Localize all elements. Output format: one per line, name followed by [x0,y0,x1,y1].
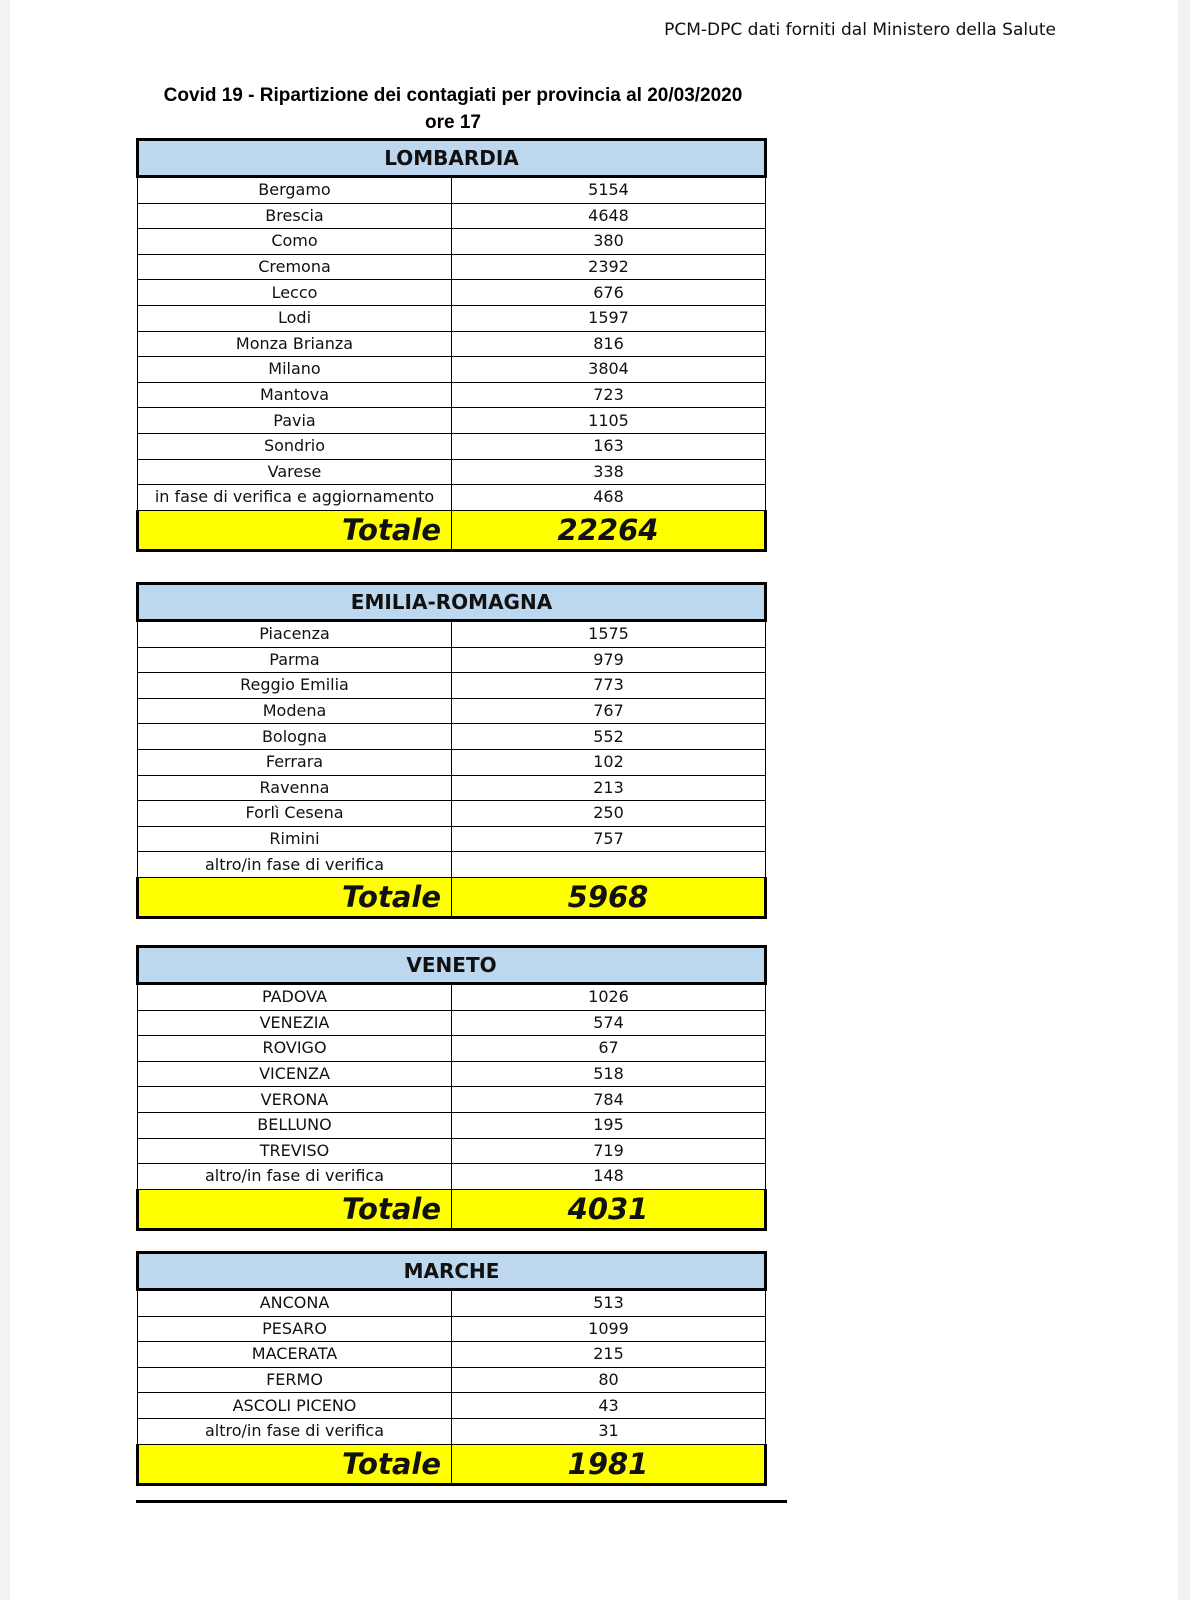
region-header-row [138,140,766,177]
total-label: Totale [138,510,452,550]
province-name: BELLUNO [138,1112,452,1138]
table-row [138,177,766,204]
table-row [138,459,766,485]
table-row [138,647,766,673]
case-count: 380 [452,229,766,255]
table-row [138,1342,766,1368]
table-row [138,331,766,357]
case-count: 163 [452,433,766,459]
case-count: 723 [452,382,766,408]
table-row [138,408,766,434]
case-count: 784 [452,1087,766,1113]
province-name: FERMO [138,1367,452,1393]
region-table-veneto [136,945,767,1231]
case-count: 676 [452,280,766,306]
province-name: Varese [138,459,452,485]
province-name: altro/in fase di verifica [138,852,452,878]
case-count [452,852,766,878]
table-row [138,1418,766,1444]
table-row [138,673,766,699]
region-name: EMILIA-ROMAGNA [138,584,766,621]
province-name: Reggio Emilia [138,673,452,699]
table-row [138,1036,766,1062]
table-row [138,1061,766,1087]
case-count: 468 [452,485,766,511]
region-table [136,138,767,552]
source-note: PCM-DPC dati forniti dal Ministero della Salute [664,20,1056,40]
case-count: 80 [452,1367,766,1393]
document-page [10,0,1178,1600]
region-name: LOMBARDIA [138,140,766,177]
total-row [138,877,766,917]
total-value: 22264 [452,510,766,550]
table-row [138,280,766,306]
total-row [138,1189,766,1229]
total-label: Totale [138,1444,452,1484]
case-count: 1099 [452,1316,766,1342]
table-row [138,1367,766,1393]
case-count: 1597 [452,305,766,331]
total-row [138,510,766,550]
province-name: ANCONA [138,1290,452,1317]
province-name: MACERATA [138,1342,452,1368]
case-count: 3804 [452,357,766,383]
province-name: Mantova [138,382,452,408]
province-name: Lodi [138,305,452,331]
table-row [138,1010,766,1036]
table-row [138,254,766,280]
province-name: Rimini [138,826,452,852]
region-table-marche [136,1251,767,1486]
province-name: altro/in fase di verifica [138,1418,452,1444]
case-count: 213 [452,775,766,801]
total-row [138,1444,766,1484]
table-row [138,382,766,408]
table-row [138,1112,766,1138]
table-row [138,1290,766,1317]
table-row [138,203,766,229]
table-row [138,229,766,255]
region-table-lombardia [136,138,767,552]
province-name: Modena [138,698,452,724]
table-row [138,357,766,383]
province-name: ROVIGO [138,1036,452,1062]
bottom-rule [136,1500,787,1503]
province-name: altro/in fase di verifica [138,1164,452,1190]
total-value: 4031 [452,1189,766,1229]
total-value: 5968 [452,877,766,917]
case-count: 250 [452,801,766,827]
case-count: 1105 [452,408,766,434]
province-name: Piacenza [138,621,452,648]
total-label: Totale [138,877,452,917]
province-name: ASCOLI PICENO [138,1393,452,1419]
table-row [138,621,766,648]
region-header-row [138,584,766,621]
province-name: Parma [138,647,452,673]
province-name: Lecco [138,280,452,306]
province-name: VENEZIA [138,1010,452,1036]
province-name: Forlì Cesena [138,801,452,827]
region-table-emilia-romagna [136,582,767,919]
title-line-1: Covid 19 - Ripartizione dei contagiati per provincia al 20/03/2020 [163,85,743,106]
case-count: 102 [452,749,766,775]
table-row [138,1087,766,1113]
province-name: VERONA [138,1087,452,1113]
region-header-row [138,1253,766,1290]
province-name: Sondrio [138,433,452,459]
case-count: 513 [452,1290,766,1317]
table-row [138,724,766,750]
title-line-2: ore 17 [425,112,481,133]
province-name: in fase di verifica e aggiornamento [138,485,452,511]
table-row [138,984,766,1011]
province-name: PESARO [138,1316,452,1342]
region-name: VENETO [138,947,766,984]
province-name: Como [138,229,452,255]
table-row [138,749,766,775]
table-row [138,698,766,724]
total-label: Totale [138,1189,452,1229]
case-count: 757 [452,826,766,852]
table-row [138,1164,766,1190]
table-row [138,775,766,801]
region-table [136,582,767,919]
region-table [136,945,767,1231]
case-count: 979 [452,647,766,673]
case-count: 574 [452,1010,766,1036]
case-count: 1026 [452,984,766,1011]
province-name: Bologna [138,724,452,750]
case-count: 31 [452,1418,766,1444]
region-header-row [138,947,766,984]
table-row [138,852,766,878]
table-row [138,826,766,852]
table-row [138,305,766,331]
region-name: MARCHE [138,1253,766,1290]
province-name: Milano [138,357,452,383]
case-count: 2392 [452,254,766,280]
case-count: 552 [452,724,766,750]
case-count: 816 [452,331,766,357]
province-name: Bergamo [138,177,452,204]
case-count: 43 [452,1393,766,1419]
table-row [138,433,766,459]
page-title [138,82,768,136]
case-count: 67 [452,1036,766,1062]
province-name: TREVISO [138,1138,452,1164]
case-count: 148 [452,1164,766,1190]
province-name: Cremona [138,254,452,280]
case-count: 518 [452,1061,766,1087]
case-count: 215 [452,1342,766,1368]
province-name: Ferrara [138,749,452,775]
province-name: Monza Brianza [138,331,452,357]
table-row [138,1138,766,1164]
table-row [138,801,766,827]
table-row [138,485,766,511]
case-count: 1575 [452,621,766,648]
case-count: 338 [452,459,766,485]
province-name: Pavia [138,408,452,434]
province-name: VICENZA [138,1061,452,1087]
total-value: 1981 [452,1444,766,1484]
province-name: PADOVA [138,984,452,1011]
case-count: 719 [452,1138,766,1164]
case-count: 5154 [452,177,766,204]
table-row [138,1316,766,1342]
province-name: Ravenna [138,775,452,801]
province-name: Brescia [138,203,452,229]
case-count: 773 [452,673,766,699]
table-row [138,1393,766,1419]
case-count: 767 [452,698,766,724]
case-count: 4648 [452,203,766,229]
case-count: 195 [452,1112,766,1138]
region-table [136,1251,767,1486]
